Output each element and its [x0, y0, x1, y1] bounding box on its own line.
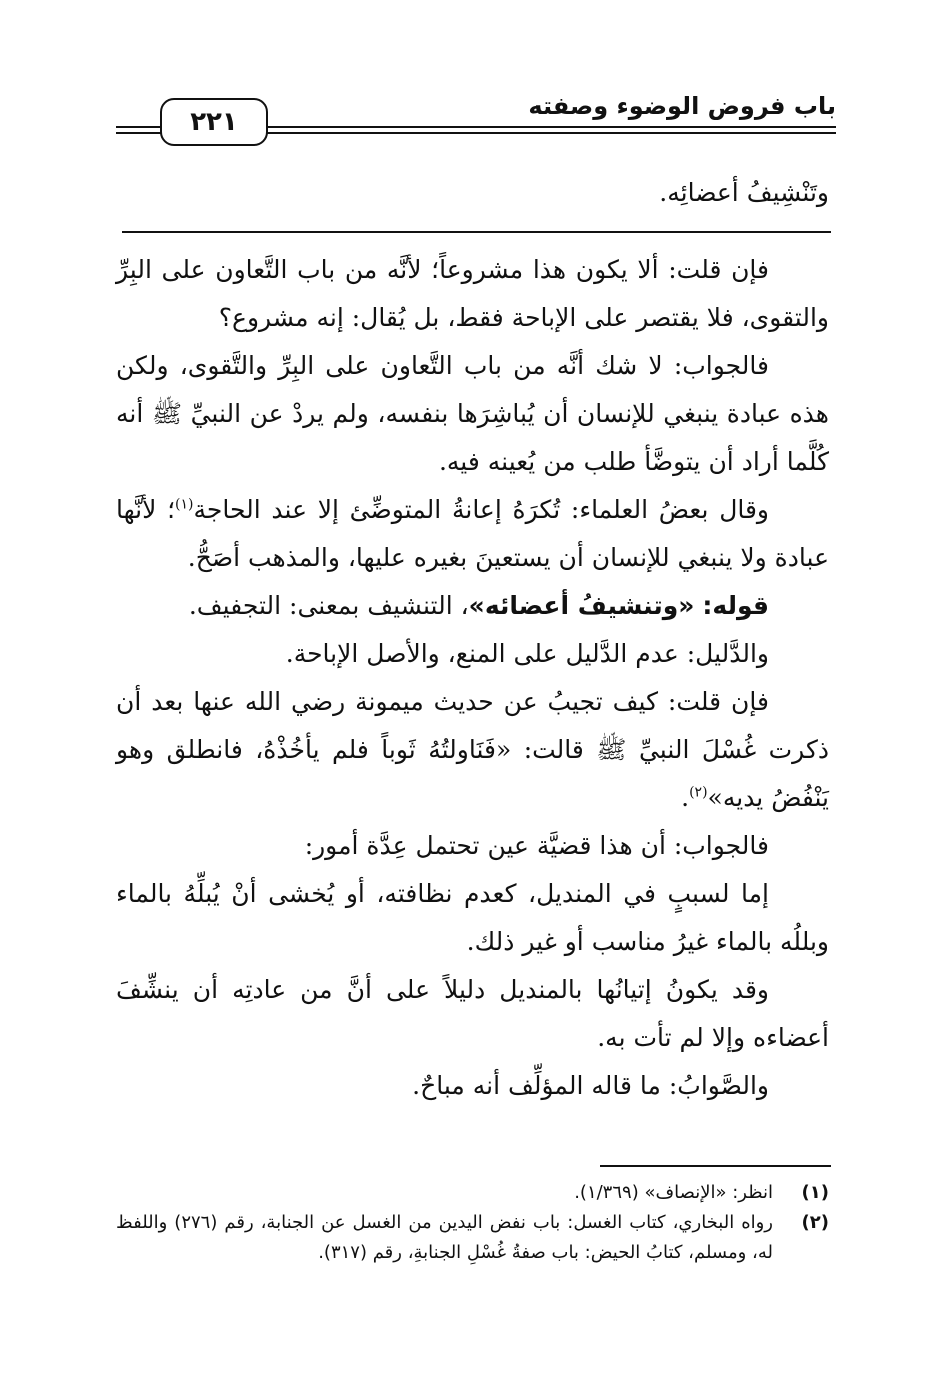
footnote-text: انظر: «الإنصاف» (١/٣٦٩).: [574, 1182, 773, 1203]
footnote-number: (٢): [801, 1212, 829, 1233]
page-number: ٢٢١: [160, 98, 268, 146]
paragraph-question: فإن قلت: ألا يكون هذا مشروعاً؛ لأنَّه من باب التَّعاون على البِرِّ والتقوى، فلا يقتصر على الإباحة فقط، بل يُقال: إنه مشروع؟: [116, 255, 829, 332]
footnotes: [116, 1178, 829, 1268]
chapter-title: باب فروض الوضوء وصفته: [528, 92, 836, 120]
commentary-separator: [122, 231, 831, 233]
footnote-item: [116, 1178, 829, 1208]
paragraph-quote: [116, 582, 829, 630]
paragraph-evidence: والدَّليل: عدم الدَّليل على المنع، والأصل الإباحة.: [285, 639, 769, 668]
paragraph-answer: فالجواب: لا شك أنَّه من باب التَّعاون على البِرِّ والتَّقوى، ولكن هذه عبادة ينبغي للإنسان أن يُباشِرَها بنفسه، ولم يردْ عن النبيِّ ﷺ أنه كُلَّما أراد أن يتوضَّأ طلب من يُعينه فيه.: [116, 351, 829, 476]
footnote-separator: [600, 1165, 831, 1167]
page-header: [116, 88, 836, 152]
commentary-body: [116, 246, 829, 1110]
continued-text: وتَنْشِيفُ أعضائِه.: [659, 178, 829, 207]
footnote-number: (١): [801, 1182, 829, 1203]
footnote-ref-1[interactable]: (١): [175, 496, 194, 513]
quote-lead: قوله:: [702, 591, 769, 620]
footnote-ref-2[interactable]: (٢): [689, 784, 708, 801]
paragraph-scholars-text: وقال بعضُ العلماء: تُكرَهُ إعانةُ المتوضِّئ إلا عند الحاجة: [193, 495, 769, 524]
paragraph-reason-1: إما لسببٍ في المنديل، كعدم نظافته، أو يُخشى أنْ يُبلِّهُ بالماء وبللُه بالماء غيرُ مناسب أو غير ذلك.: [116, 879, 829, 956]
paragraph-hadith-end: .: [681, 783, 690, 812]
footnote-item: [116, 1208, 829, 1268]
paragraph-conclusion: والصَّوابُ: ما قاله المؤلِّف أنه مباحٌ.: [412, 1071, 769, 1100]
paragraph-answer-2: فالجواب: أن هذا قضيَّة عين تحتمل عِدَّة أمور:: [304, 831, 769, 860]
paragraph-reason-2: وقد يكونُ إتيانُها بالمنديل دليلاً على أنَّ من عادتِه أن ينشِّفَ أعضاءه وإلا لم تأت به.: [116, 975, 829, 1052]
paragraph-hadith: [116, 678, 829, 822]
paragraph-scholars: [116, 486, 829, 582]
paragraph-scholars-rest: ؛ لأنَّها عبادة ولا ينبغي للإنسان أن يستعينَ بغيره عليها، والمذهب أصَحُّ.: [116, 495, 829, 572]
quote-explanation: ، التنشيف بمعنى: التجفيف.: [188, 591, 469, 620]
footnote-text: رواه البخاري، كتاب الغسل: باب نفض اليدين من الغسل عن الجنابة، رقم (٢٧٦) واللفظ له، ومسلم، كتابُ الحيض: باب صفةُ غُسْلِ الجنابةِ، رقم (٣١٧).: [116, 1212, 774, 1263]
quoted-phrase: «وتنشيفُ أعضائه»: [468, 591, 695, 620]
paragraph-hadith-text: فإن قلت: كيف تجيبُ عن حديث ميمونة رضي الله عنها بعد أن ذكرت غُسْلَ النبيِّ ﷺ قالت: «فَنَاولتُهُ ثَوباً فلم يأخُذْهُ، فانطلق وهو يَنْفُضُ يديه»: [116, 687, 829, 812]
